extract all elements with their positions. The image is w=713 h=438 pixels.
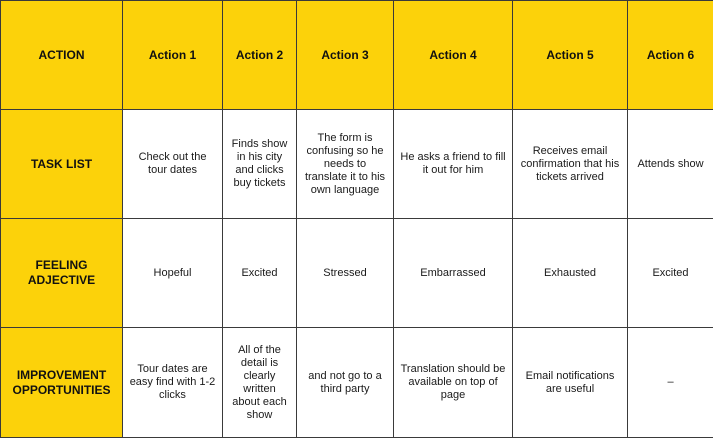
feeling-cell: Exhausted: [513, 219, 628, 328]
action-6-header: Action 6: [628, 1, 713, 110]
header-row: [1, 1, 713, 110]
feeling-cell: Hopeful: [123, 219, 223, 328]
improvement-cell: –: [628, 328, 713, 438]
improvement-cell: Email notifications are useful: [513, 328, 628, 438]
feeling-cell: Excited: [223, 219, 297, 328]
improvement-cell: and not go to a third party: [297, 328, 394, 438]
task-cell: Attends show: [628, 110, 713, 219]
task-list-label: TASK LIST: [1, 110, 123, 219]
feeling-cell: Embarrassed: [394, 219, 513, 328]
action-2-header: Action 2: [223, 1, 297, 110]
task-cell: He asks a friend to fill it out for him: [394, 110, 513, 219]
feeling-cell: Stressed: [297, 219, 394, 328]
task-cell: Receives email confirmation that his tickets arrived: [513, 110, 628, 219]
improvement-cell: All of the detail is clearly written about each show: [223, 328, 297, 438]
improvement-opportunities-label: IMPROVEMENT OPPORTUNITIES: [1, 328, 123, 438]
improvement-cell: Tour dates are easy find with 1-2 clicks: [123, 328, 223, 438]
action-5-header: Action 5: [513, 1, 628, 110]
action-4-header: Action 4: [394, 1, 513, 110]
task-cell: The form is confusing so he needs to translate it to his own language: [297, 110, 394, 219]
feeling-cell: Excited: [628, 219, 713, 328]
action-header-label: ACTION: [1, 1, 123, 110]
feeling-adjective-row: [1, 219, 713, 328]
task-list-row: [1, 110, 713, 219]
action-3-header: Action 3: [297, 1, 394, 110]
improvement-cell: Translation should be available on top of page: [394, 328, 513, 438]
improvement-opportunities-row: [1, 328, 713, 438]
feeling-adjective-label: FEELING ADJECTIVE: [1, 219, 123, 328]
task-cell: Finds show in his city and clicks buy tickets: [223, 110, 297, 219]
task-cell: Check out the tour dates: [123, 110, 223, 219]
action-1-header: Action 1: [123, 1, 223, 110]
